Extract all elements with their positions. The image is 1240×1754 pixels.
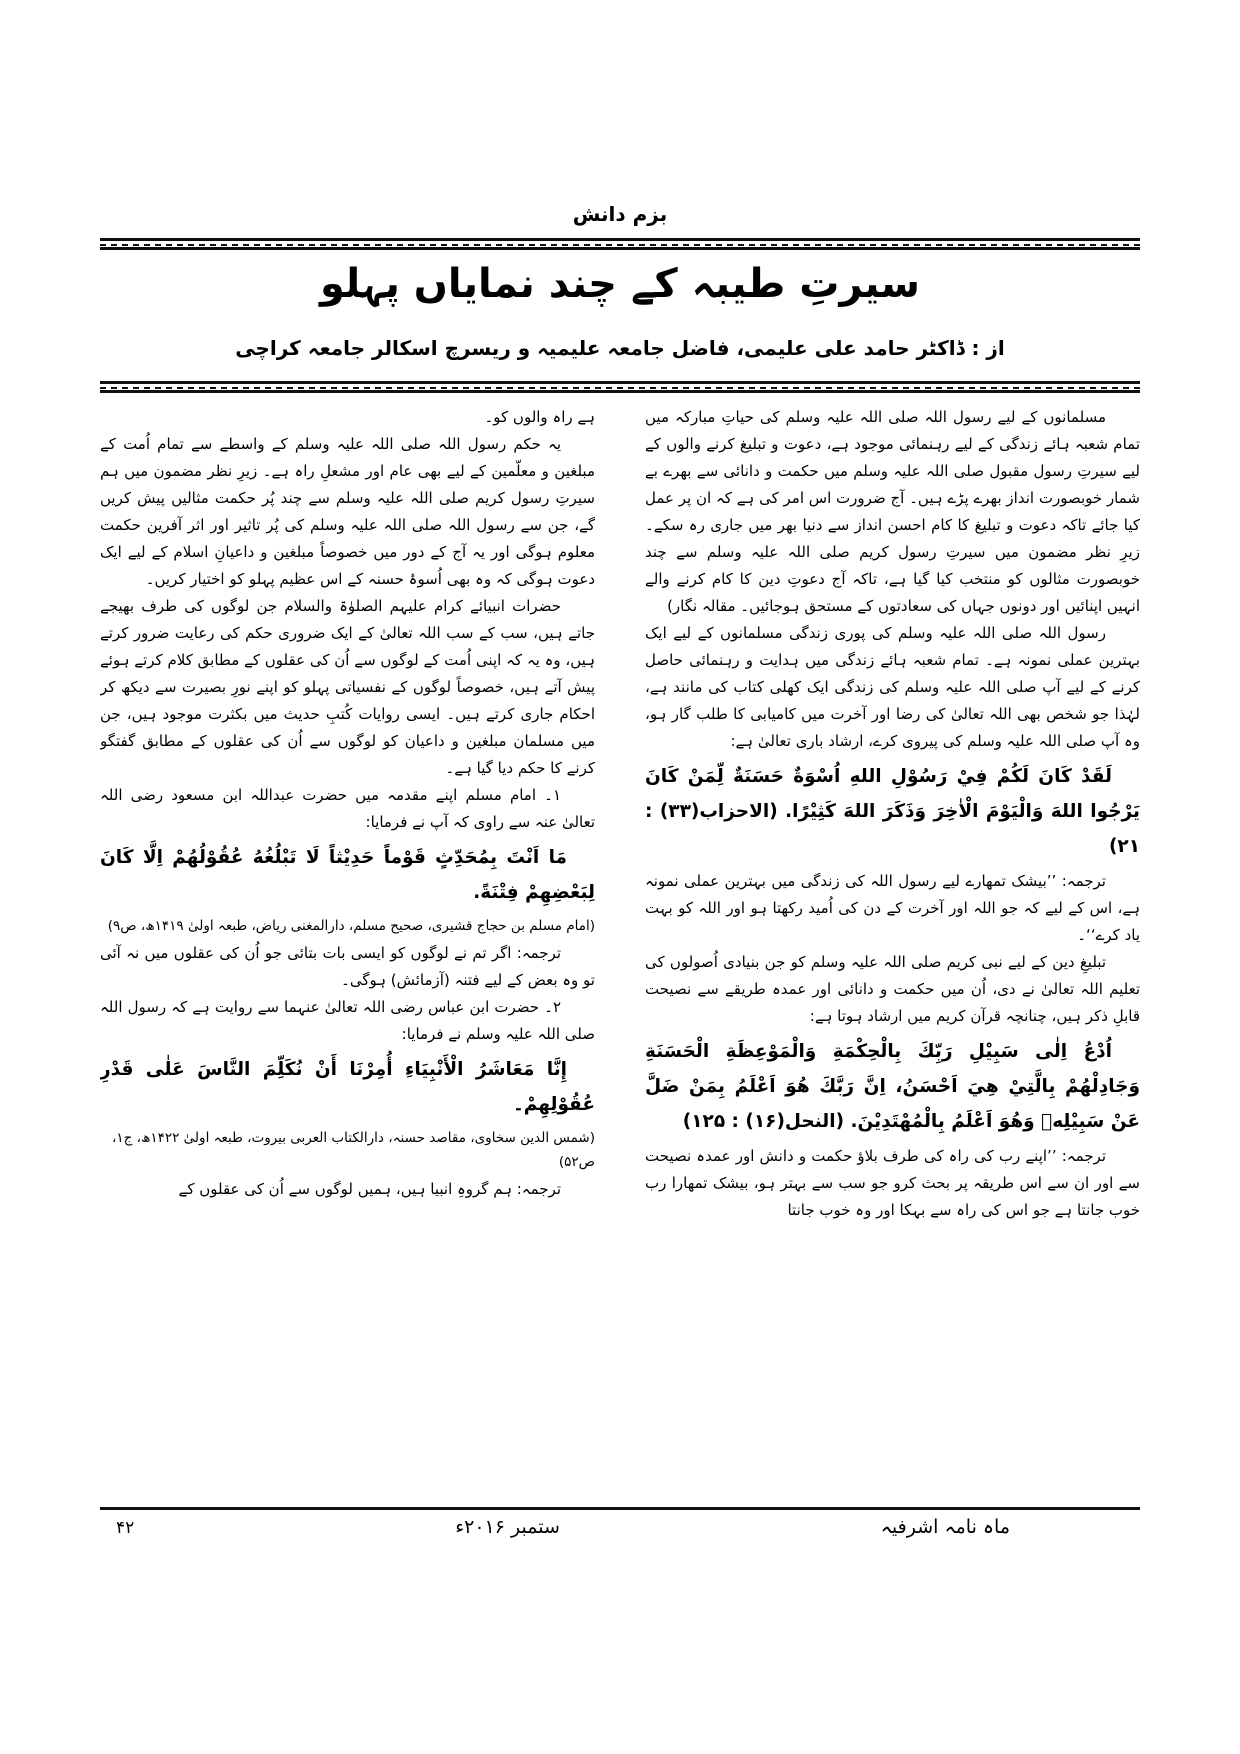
quran-verse-an-nahl-125: اُدْعُ اِلٰى سَبِيْلِ رَبِّكَ بِالْحِكْمَةِ وَالْمَوْعِظَةِ الْحَسَنَةِ وَجَادِلْهُمْ بِالَّتِيْ هِيَ اَحْسَنُ، اِنَّ رَبَّكَ هُوَ اَعْلَمُ بِمَنْ ضَلَّ عَنْ سَبِيْلِهٖ وَهُوَ اَعْلَمُ بِالْمُهْتَدِيْنَ. (النحل(۱۶) : ۱۲۵): [645, 1041, 1140, 1132]
paragraph-seerat-model: رسول اللہ صلی اللہ علیہ وسلم کی پوری زندگی مسلمانوں کے لیے ایک بہترین عملی نمونہ ہے۔ تمام شعبہ ہائے زندگی میں ہدایت و رہنمائی حاصل کرنے کے لیے آپ صلی اللہ علیہ وسلم کی زندگی ایک کھلی کتاب کی مانند ہے، لہٰذا جو شخص بھی اللہ تعالیٰ کی رضا اور آخرت میں کامیابی کا طلب گار ہو، وہ آپ صلی اللہ علیہ وسلم کی پیروی کرے، ارشاد باری تعالیٰ ہے:: [645, 624, 1140, 750]
article-title: سیرتِ طیبہ کے چند نمایاں پہلو: [320, 261, 920, 307]
section-kicker: بزم دانش: [572, 202, 668, 226]
paragraph-translation-ahzab: ترجمہ: ’’بیشک تمھارے لیے رسول اللہ کی زندگی میں بہترین عملی نمونہ ہے، اس کے لیے کہ جو اللہ اور آخرت کے دن کی اُمید رکھتا ہو اور اللہ کو بہت یاد کرے‘‘۔: [645, 872, 1140, 944]
column-left: [100, 404, 595, 1500]
footer-issue-date: ستمبر ۲۰۱۶ء: [455, 1516, 560, 1538]
page-footer: [100, 1516, 1140, 1538]
double-rule-under-byline: [100, 381, 1140, 393]
paragraph-intro-note: مسلمانوں کے لیے رسول اللہ صلی اللہ علیہ وسلم کی حیاتِ مبارکہ میں تمام شعبہ ہائے زندگی کے لیے رہنمائی موجود ہے، دعوت و تبلیغ کرنے والوں کے لیے سیرتِ رسول مقبول صلی اللہ علیہ وسلم میں حکمت و دانائی سے بھرے بے شمار خوبصورت انداز بھرے پڑے ہیں۔ آج ضرورت اس امر کی ہے کہ ان پر عمل کیا جائے تاکہ دعوت و تبلیغ کا کام احسن انداز سے دنیا بھر میں جاری رہ سکے۔ زیرِ نظر مضمون میں سیرتِ رسول کریم صلی اللہ علیہ وسلم سے چند خوبصورت مثالوں کو منتخب کیا گیا ہے، تاکہ آج دعوتِ دین کا کام کرنے والے انہیں اپنائیں اور دونوں جہاں کی سعادتوں کے مستحق ہوجائیں۔ مقالہ نگار): [645, 408, 1140, 615]
paragraph-hadith2-intro: ۲۔ حضرت ابن عباس رضی اللہ تعالیٰ عنہما سے روایت ہے کہ رسول اللہ صلی اللہ علیہ وسلم نے فرمایا:: [100, 998, 595, 1043]
paragraph-continuation: ہے راہ والوں کو۔: [484, 408, 595, 426]
hadith2-citation: (شمس الدین سخاوی، مقاصد حسنہ، دارالکتاب العربی بیروت، طبعہ اولیٰ ۱۴۲۲ھ، ج۱، ص۵۲): [111, 1130, 595, 1170]
hadith1-translation: ترجمہ: اگر تم نے لوگوں کو ایسی بات بتائی جو اُن کی عقلوں میں نہ آئی تو وہ بعض کے لیے فتنہ (آزمائش) ہوگی۔: [100, 944, 595, 989]
hadith2-translation: ترجمہ: ہم گروہِ انبیا ہیں، ہمیں لوگوں سے اُن کی عقلوں کے: [178, 1180, 561, 1198]
hadith1-arabic: مَا اَنْتَ بِمُحَدِّثٍ قَوْماً حَدِيْثاً لَا تَبْلُغُهُ عُقُوْلُهُمْ اِلَّا كَانَ لِبَعْضِهِمْ فِتْنَةً.: [100, 847, 595, 903]
paragraph-hukm-ummat: یہ حکم رسول اللہ صلی اللہ علیہ وسلم کے واسطے سے تمام اُمت کے مبلغین و معلّمین کے لیے بھی عام اور مشعلِ راہ ہے۔ زیرِ نظر مضمون میں ہم سیرتِ رسول کریم صلی اللہ علیہ وسلم سے چند پُر حکمت مثالیں پیش کریں گے، جن سے رسول اللہ صلی اللہ علیہ وسلم کی پُر تاثیر اور اثر آفرین حکمت معلوم ہوگی اور یہ آج کے دور میں خصوصاً مبلغین و داعیانِ اسلام کے لیے ایک دعوت ہوگی کہ وہ بھی اُسوۂ حسنہ کے اس عظیم پہلو کو اختیار کریں۔: [100, 435, 595, 588]
quran-verse-al-ahzab-21: لَقَدْ كَانَ لَكُمْ فِيْ رَسُوْلِ اللهِ اُسْوَةٌ حَسَنَةٌ لِّمَنْ كَانَ يَرْجُوا اللهَ وَالْيَوْمَ الْاٰخِرَ وَذَكَرَ اللهَ كَثِيْرًا. (الاحزاب(۳۳) : ۲۱): [645, 766, 1140, 857]
paragraph-hadith1-intro: ۱۔ امام مسلم اپنے مقدمہ میں حضرت عبداللہ ابن مسعود رضی اللہ تعالیٰ عنہ سے راوی کہ آپ نے فرمایا:: [100, 786, 595, 831]
hadith1-citation: (امام مسلم بن حجاج قشیری، صحیح مسلم، دارالمغنی ریاض، طبعہ اولیٰ ۱۴۱۹ھ، ص۹): [107, 918, 595, 934]
hadith2-arabic: إِنَّا مَعَاشَرُ الْأَنْبِيَاءِ أُمِرْنَا أَنْ نُكَلِّمَ النَّاسَ عَلٰى قَدْرِ عُقُوْلِهِمْ۔: [100, 1059, 595, 1115]
double-rule-top: [100, 238, 1140, 250]
paragraph-anbiya-usool: حضرات انبیائے کرام علیہم الصلوٰۃ والسلام جن لوگوں کی طرف بھیجے جاتے ہیں، سب کے سب اللہ تعالیٰ کے ایک ضروری حکم کی رعایت ضرور کرتے ہیں، وہ یہ کہ اپنی اُمت کے لوگوں سے اُن کی عقلوں کے مطابق کلام کرتے ہوئے پیش آتے ہیں، خصوصاً لوگوں کے نفسیاتی پہلو کو اپنے نورِ بصیرت سے دیکھ کر احکام جاری کرتے ہیں۔ ایسی روایات کُتبِ حدیث میں بکثرت موجود ہیں، جن میں مسلمان مبلغین و داعیان کو لوگوں سے اُن کی عقلوں کے مطابق گفتگو کرنے کا حکم دیا گیا ہے۔: [100, 597, 595, 777]
footer-rule: [100, 1507, 1140, 1510]
footer-magazine-name: ماہ نامہ اشرفیہ: [880, 1516, 1010, 1538]
paragraph-translation-nahl: ترجمہ: ’’اپنے رب کی راہ کی طرف بلاؤ حکمت و دانش اور عمدہ نصیحت سے اور ان سے اس طریقہ پر بحث کرو جو سب سے بہتر ہو، بیشک تمھارا رب خوب جانتا ہے جو اس کی راہ سے بہکا اور وہ خوب جانتا: [645, 1147, 1140, 1219]
column-right: [645, 404, 1140, 1500]
article-byline: از : ڈاکٹر حامد علی علیمی، فاضل جامعہ علیمیہ و ریسرچ اسکالر جامعہ کراچی: [235, 336, 1005, 360]
footer-page-number: ۴۲: [116, 1518, 135, 1538]
paragraph-tabligh-usool: تبلیغِ دین کے لیے نبی کریم صلی اللہ علیہ وسلم کو جن بنیادی اُصولوں کی تعلیم اللہ تعالیٰ نے دی، اُن میں حکمت و دانائی اور عمدہ طریقے سے نصیحت قابلِ ذکر ہیں، چنانچہ قرآن کریم میں ارشاد ہوتا ہے:: [645, 953, 1140, 1025]
article-columns: [100, 404, 1140, 1500]
